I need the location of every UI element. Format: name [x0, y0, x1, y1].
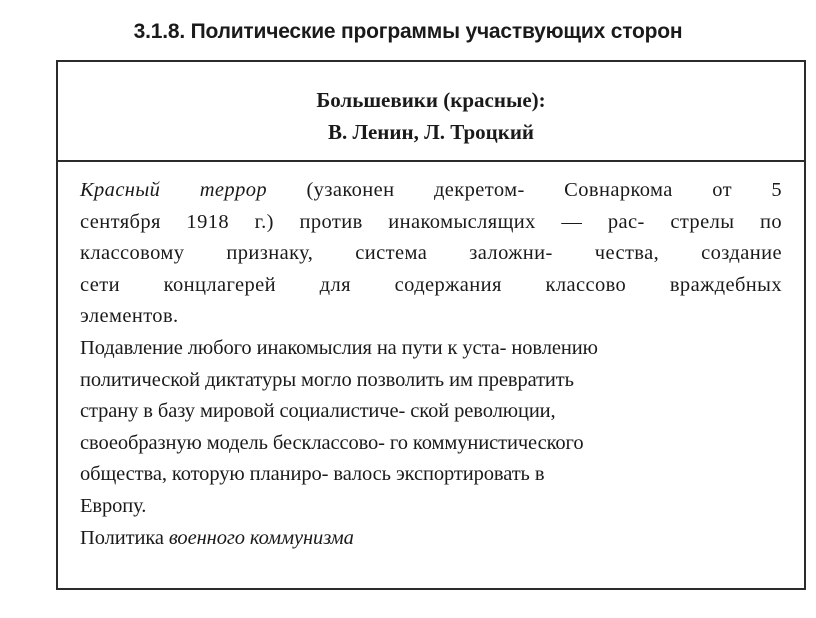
text-line: Подавление любого инакомыслия на пути к уста- новлению — [80, 336, 598, 359]
red-terror-term: Красный террор — [80, 179, 268, 201]
text-line: Европу. — [80, 494, 147, 517]
war-communism-paragraph — [80, 523, 782, 555]
dictatorship-paragraph — [80, 333, 782, 523]
text-line — [80, 175, 782, 207]
war-communism-term: военного коммунизма — [168, 526, 354, 549]
text-line: своеобразную модель бесклассово- го коммунистического — [80, 431, 584, 454]
table-body — [58, 162, 804, 554]
text-line: классовому признаку, система заложни- чества, создание — [80, 242, 782, 265]
party-leaders: В. Ленин, Л. Троцкий — [327, 120, 535, 144]
text-line: страну в базу мировой социалистиче- ской революции, — [80, 400, 556, 423]
table-header — [58, 62, 804, 162]
red-terror-paragraph — [80, 175, 782, 333]
text-fragment: (узаконен декретом- Совнаркома от 5 — [267, 179, 782, 201]
text-line: сентября 1918 г.) против инакомыслящих — рас- стрелы по — [80, 210, 782, 233]
text-line: политической диктатуры могло позволить им превратить — [80, 368, 574, 391]
text-line: общества, которую планиро- валось экспортировать в — [80, 463, 545, 486]
program-table — [56, 60, 806, 590]
section-heading: 3.1.8. Политические программы участвующих сторон — [133, 20, 683, 43]
text-fragment: Политика — [80, 526, 169, 549]
party-name: Большевики (красные): — [316, 88, 546, 112]
text-line: элементов. — [80, 305, 179, 328]
text-line: сети концлагерей для содержания классово враждебных — [80, 273, 782, 296]
